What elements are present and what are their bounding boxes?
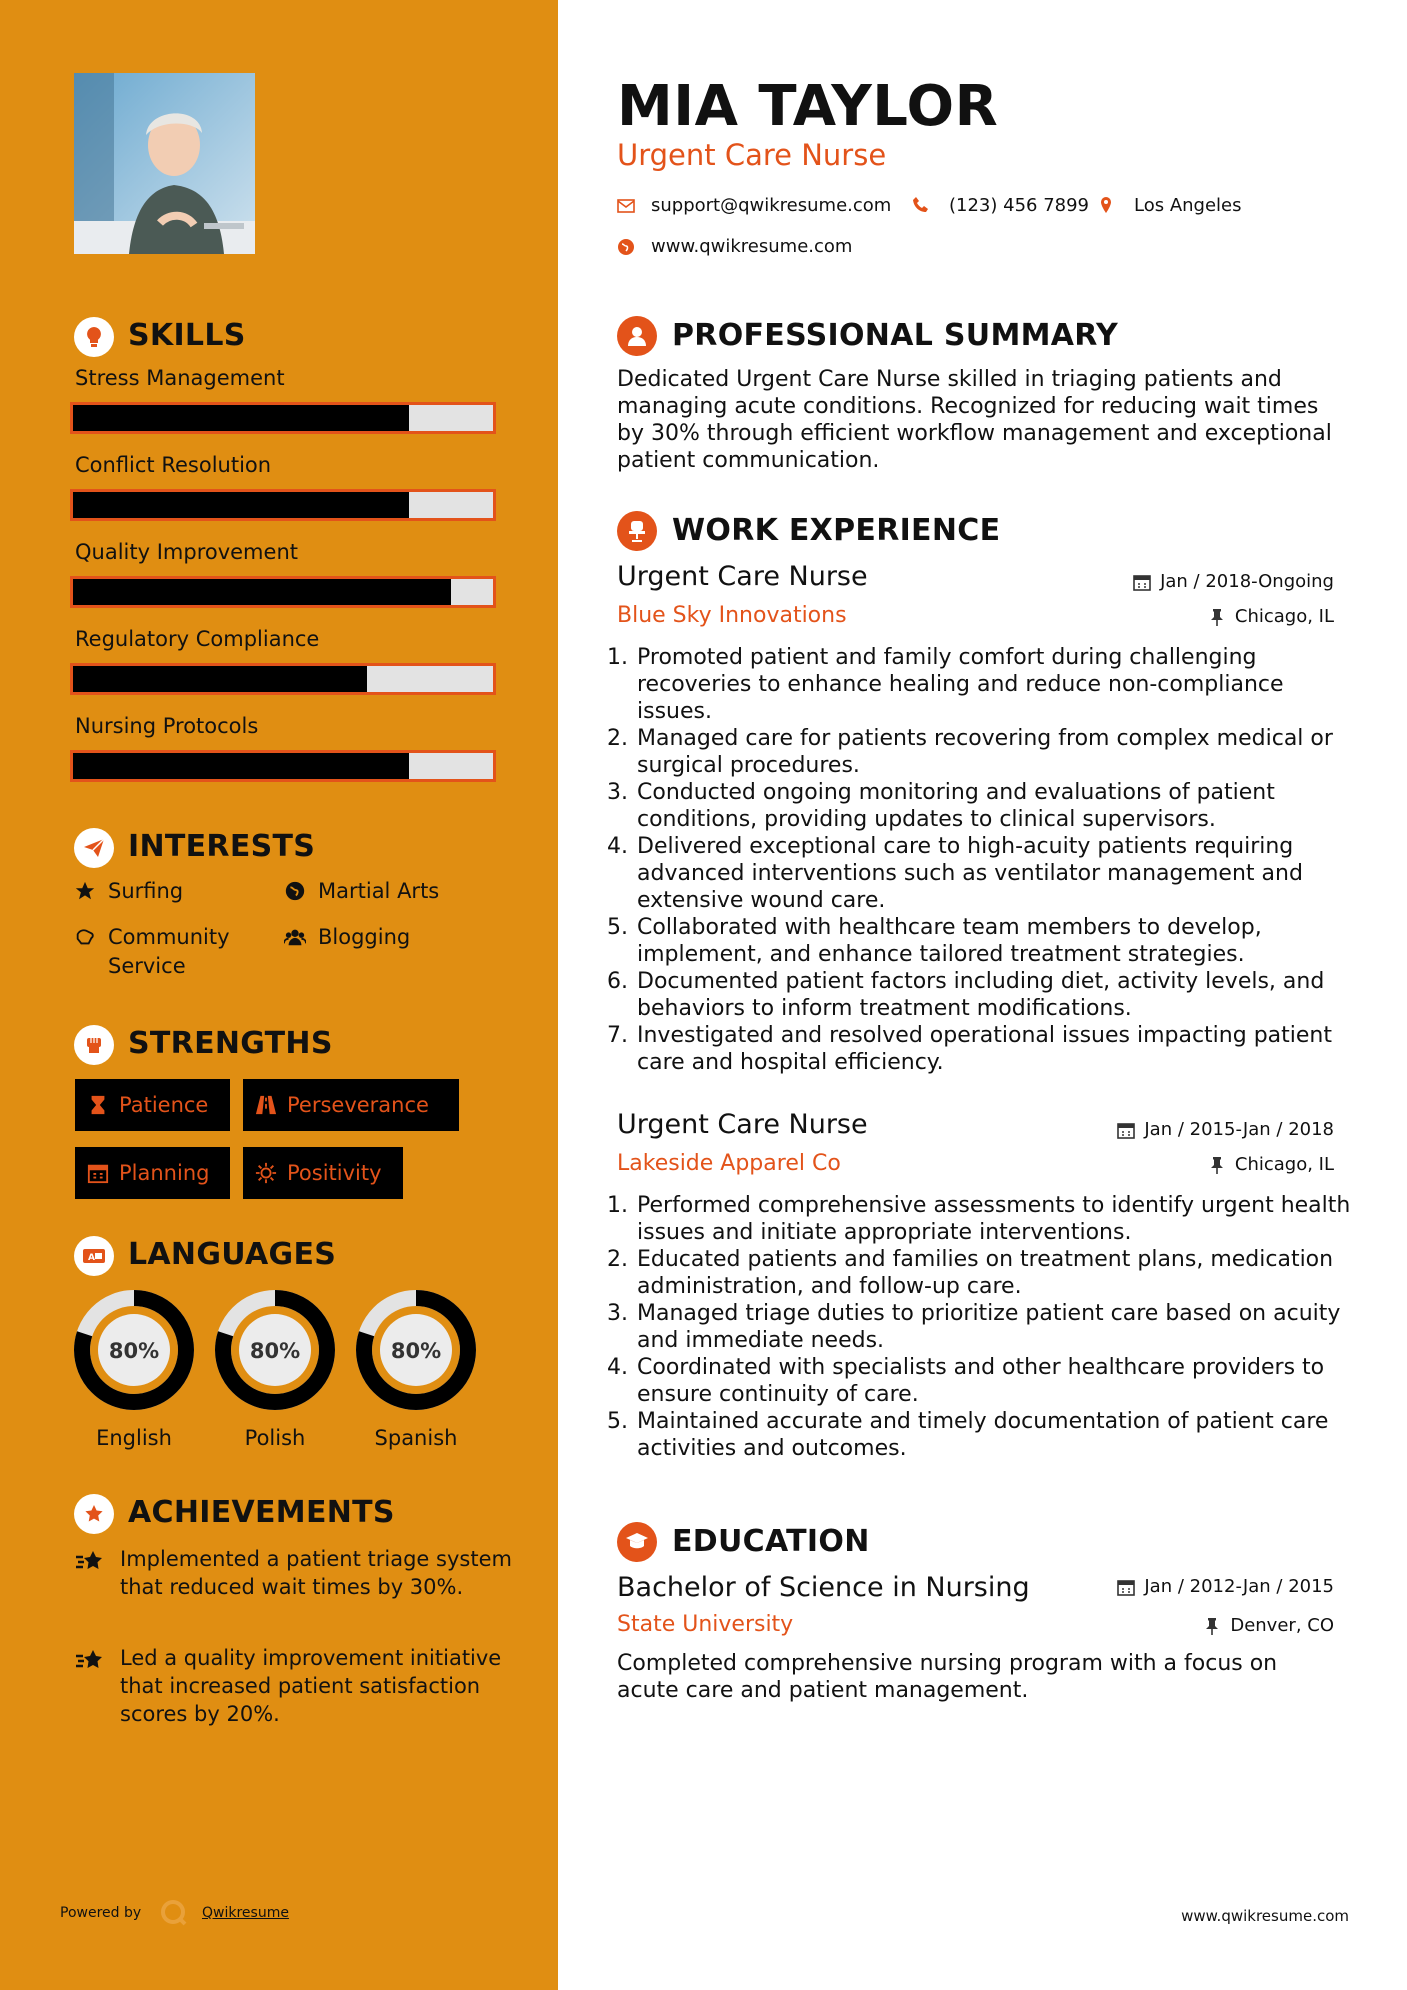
job-location — [1208, 606, 1334, 627]
envelope-icon — [617, 197, 635, 215]
education-heading: EDUCATION — [672, 1524, 870, 1559]
sidebar — [0, 0, 558, 1990]
job-dates — [1117, 1119, 1334, 1140]
candidate-role: Urgent Care Nurse — [617, 138, 887, 172]
skill-bar — [70, 750, 496, 782]
skill-bar-fill — [73, 753, 409, 779]
strength-label: Perseverance — [287, 1093, 429, 1117]
skill-bar — [70, 576, 496, 608]
medal-icon — [74, 1494, 114, 1534]
language-percent: 80% — [249, 1339, 301, 1363]
language-item — [72, 1288, 196, 1450]
job-duties — [617, 644, 1355, 1076]
skill-bar — [70, 663, 496, 695]
duty-item: 5. Collaborated with healthcare team members to develop, implement, and enhance tailored treatment strategies. — [635, 914, 1355, 968]
skill-bar-fill — [73, 579, 451, 605]
skill-name: Stress Management — [75, 366, 285, 390]
star-badge-icon — [75, 1549, 105, 1575]
language-item — [213, 1288, 337, 1450]
strength-label: Planning — [119, 1161, 210, 1185]
fist-icon — [74, 1025, 114, 1065]
interest-label: Surfing — [108, 879, 184, 903]
language-percent: 80% — [390, 1339, 442, 1363]
user-icon — [617, 316, 657, 356]
strength-chip — [243, 1147, 403, 1199]
translate-icon — [74, 1236, 114, 1276]
qwikresume-logo-icon — [160, 1899, 188, 1927]
duty-item: 2. Managed care for patients recovering from complex medical or surgical procedures. — [635, 725, 1355, 779]
interests-heading: INTERESTS — [128, 829, 316, 864]
skill-bar-fill — [73, 492, 409, 518]
education-location-text: Denver, CO — [1230, 1615, 1334, 1636]
location-pin-icon — [1097, 196, 1115, 214]
interest-label: Blogging — [318, 925, 411, 949]
job-company: Blue Sky Innovations — [617, 603, 847, 628]
summary-heading: PROFESSIONAL SUMMARY — [672, 318, 1119, 353]
achievement-text: Led a quality improvement initiative that increased patient satisfaction scores by 20%. — [120, 1646, 502, 1726]
job-title: Urgent Care Nurse — [617, 1109, 868, 1140]
duty-item: 4. Coordinated with specialists and other healthcare providers to ensure continuity of care. — [635, 1354, 1355, 1408]
strength-label: Positivity — [287, 1161, 382, 1185]
education-description: Completed comprehensive nursing program with a focus on acute care and patient management. — [617, 1651, 1278, 1703]
strength-chip — [243, 1079, 459, 1131]
lightbulb-icon — [74, 317, 114, 357]
pushpin-icon — [1208, 1156, 1226, 1174]
achievements-heading: ACHIEVEMENTS — [128, 1495, 395, 1530]
degree-title: Bachelor of Science in Nursing — [617, 1572, 1030, 1603]
candidate-name: MIA TAYLOR — [617, 74, 999, 139]
job-dates-text: Jan / 2018-Ongoing — [1160, 571, 1334, 592]
duty-item: 1. Promoted patient and family comfort during challenging recoveries to enhance healing and reduce non-compliance issues. — [635, 644, 1355, 725]
language-item — [354, 1288, 478, 1450]
globe-icon — [284, 880, 306, 902]
pushpin-icon — [1203, 1617, 1221, 1635]
road-icon — [255, 1094, 277, 1116]
interest-label: Martial Arts — [318, 879, 440, 903]
contact-phone[interactable]: (123) 456 7899 — [949, 195, 1090, 216]
job-location-text: Chicago, IL — [1234, 1154, 1334, 1175]
calendar-icon — [1133, 573, 1151, 591]
duty-item: 7. Investigated and resolved operational issues impacting patient care and hospital efficiency. — [635, 1022, 1355, 1076]
languages-heading: LANGUAGES — [128, 1237, 337, 1272]
paper-plane-icon — [74, 828, 114, 868]
qwikresume-link[interactable]: Qwikresume — [202, 1905, 289, 1921]
summary-text: Dedicated Urgent Care Nurse skilled in triaging patients and managing acute conditions. Recognized for reducing wait times by 30% through efficient workflow management and exceptional patient communication. — [617, 367, 1332, 473]
achievement-text: Implemented a patient triage system that reduced wait times by 30%. — [120, 1547, 512, 1599]
calendar-icon — [87, 1162, 109, 1184]
experience-heading: WORK EXPERIENCE — [672, 513, 1001, 548]
contact-location: Los Angeles — [1134, 195, 1242, 216]
job-dates — [1133, 571, 1334, 592]
pushpin-icon — [1208, 608, 1226, 626]
language-percent: 80% — [108, 1339, 160, 1363]
skill-name: Quality Improvement — [75, 540, 298, 564]
skill-name: Conflict Resolution — [75, 453, 272, 477]
strengths-heading: STRENGTHS — [128, 1026, 333, 1061]
star-badge-icon — [75, 1648, 105, 1674]
globe-icon — [617, 238, 635, 256]
profile-photo — [74, 73, 255, 254]
skill-bar — [70, 402, 496, 434]
skill-name: Regulatory Compliance — [75, 627, 320, 651]
duty-item: 2. Educated patients and families on treatment plans, medication administration, and follow-up care. — [635, 1246, 1355, 1300]
svg-text:A: A — [88, 1253, 95, 1263]
footer-website[interactable]: www.qwikresume.com — [1181, 1907, 1349, 1925]
office-chair-icon — [617, 511, 657, 551]
duty-item: 5. Maintained accurate and timely documentation of patient care activities and outcomes. — [635, 1408, 1355, 1462]
hourglass-icon — [87, 1094, 109, 1116]
job-location-text: Chicago, IL — [1234, 606, 1334, 627]
language-ring — [213, 1288, 337, 1412]
skill-bar-fill — [73, 405, 409, 431]
duty-item: 6. Documented patient factors including diet, activity levels, and behaviors to inform treatment modifications. — [635, 968, 1355, 1022]
strength-chip — [75, 1079, 230, 1131]
language-ring — [72, 1288, 196, 1412]
duty-item: 1. Performed comprehensive assessments to identify urgent health issues and initiate appropriate interventions. — [635, 1192, 1355, 1246]
education-dates-text: Jan / 2012-Jan / 2015 — [1144, 1576, 1334, 1597]
users-icon — [284, 926, 306, 948]
job-duties — [617, 1192, 1355, 1462]
language-name: Spanish — [374, 1426, 458, 1450]
powered-by-label: Powered by — [60, 1905, 142, 1921]
job-dates-text: Jan / 2015-Jan / 2018 — [1144, 1119, 1334, 1140]
duty-item: 4. Delivered exceptional care to high-acuity patients requiring advanced interventions such as ventilator management and extensive wound care. — [635, 833, 1355, 914]
interest-label: Community Service — [108, 925, 230, 978]
strength-chip — [75, 1147, 230, 1199]
education-location — [1203, 1615, 1334, 1636]
duty-item: 3. Managed triage duties to prioritize patient care based on acuity and immediate needs. — [635, 1300, 1355, 1354]
phone-icon — [912, 196, 930, 214]
skill-name: Nursing Protocols — [75, 714, 259, 738]
language-name: English — [96, 1426, 172, 1450]
school-name: State University — [617, 1612, 794, 1637]
contact-website[interactable]: www.qwikresume.com — [651, 236, 853, 257]
graduation-cap-icon — [617, 1522, 657, 1562]
duty-item: 3. Conducted ongoing monitoring and evaluations of patient conditions, providing updates to clinical supervisors. — [635, 779, 1355, 833]
calendar-icon — [1117, 1578, 1135, 1596]
calendar-icon — [1117, 1121, 1135, 1139]
language-name: Polish — [244, 1426, 306, 1450]
job-location — [1208, 1154, 1334, 1175]
contact-email[interactable]: support@qwikresume.com — [651, 195, 892, 216]
language-ring — [354, 1288, 478, 1412]
job-company: Lakeside Apparel Co — [617, 1151, 841, 1176]
hand-icon — [74, 926, 96, 948]
skill-bar-fill — [73, 666, 367, 692]
skill-bar — [70, 489, 496, 521]
strength-label: Patience — [119, 1093, 209, 1117]
sun-icon — [255, 1162, 277, 1184]
star-icon — [74, 880, 96, 902]
education-dates — [1117, 1576, 1334, 1597]
job-title: Urgent Care Nurse — [617, 561, 868, 592]
skills-heading: SKILLS — [128, 318, 246, 353]
